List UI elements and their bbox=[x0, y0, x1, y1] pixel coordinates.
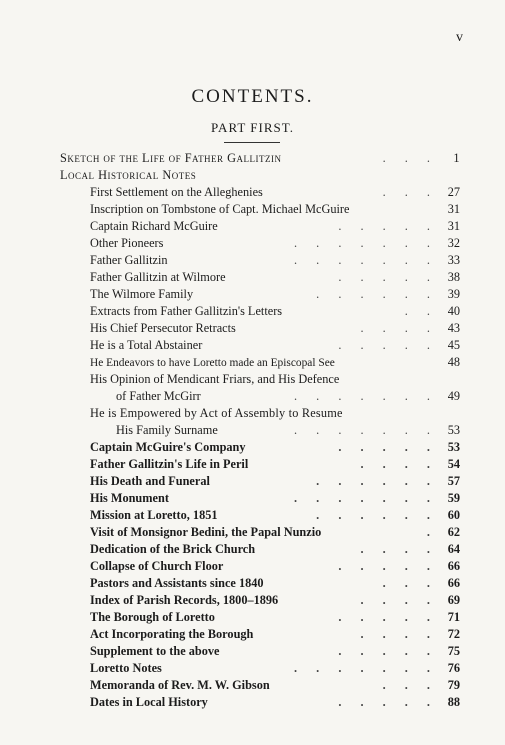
toc-entry-page: 75 bbox=[447, 644, 460, 658]
dot-leader: . bbox=[426, 525, 438, 539]
dot-leader: . . . . . . . bbox=[294, 423, 438, 437]
toc-entry-title: Pastors and Assistants since 1840 bbox=[90, 576, 264, 590]
toc-entry bbox=[60, 388, 460, 405]
toc-entry-page: 66 bbox=[447, 576, 460, 590]
toc-entry-page: 31 bbox=[447, 202, 460, 216]
toc-entry-title: Father Gallitzin bbox=[90, 253, 168, 267]
toc-entry bbox=[60, 473, 460, 490]
toc-entry bbox=[60, 439, 460, 456]
toc-entry-title: Father Gallitzin at Wilmore bbox=[90, 270, 226, 284]
toc-entry-title: Supplement to the above bbox=[90, 644, 220, 658]
toc-entry-page: 76 bbox=[447, 661, 460, 675]
toc-entry bbox=[60, 677, 460, 694]
toc-entry-page: 43 bbox=[447, 321, 460, 335]
toc-entry-page: 49 bbox=[447, 389, 460, 403]
toc-entry-page: 39 bbox=[447, 287, 460, 301]
toc-entry-title: He is a Total Abstainer bbox=[90, 338, 203, 352]
toc-entry bbox=[60, 626, 460, 643]
dot-leader: . . . bbox=[382, 151, 438, 165]
toc-entry-page: 72 bbox=[447, 627, 460, 641]
toc-entry bbox=[60, 235, 460, 252]
toc-entry bbox=[60, 320, 460, 337]
dot-leader: . . . . . bbox=[338, 219, 438, 233]
toc-entry bbox=[60, 201, 460, 218]
dot-leader: . . . . . . . bbox=[294, 389, 438, 403]
toc-entry-page: 60 bbox=[447, 508, 460, 522]
toc-entry bbox=[60, 422, 460, 439]
toc-entry bbox=[60, 558, 460, 575]
toc-entry-page: 48 bbox=[447, 355, 460, 369]
toc-entry-title: Visit of Monsignor Bedini, the Papal Nunzio bbox=[90, 525, 322, 539]
dot-leader: . . . . bbox=[360, 542, 438, 556]
toc-entry-page: 88 bbox=[447, 695, 460, 709]
toc-entry-title: Mission at Loretto, 1851 bbox=[90, 508, 218, 522]
toc-entry bbox=[60, 609, 460, 626]
toc-entry bbox=[60, 507, 460, 524]
dot-leader: . . . . . . . bbox=[294, 661, 438, 675]
dot-leader: . . . . . bbox=[338, 610, 438, 624]
toc-entry-title: The Wilmore Family bbox=[90, 287, 194, 301]
toc-entry-title: of Father McGirr bbox=[116, 389, 201, 403]
toc-entry-title: Local Historical Notes bbox=[60, 168, 197, 182]
dot-leader: . . . . . . . bbox=[294, 253, 438, 267]
dot-leader: . . . . . bbox=[338, 338, 438, 352]
toc-entry-page: 33 bbox=[447, 253, 460, 267]
dot-leader: . . bbox=[404, 304, 438, 318]
toc-entry bbox=[60, 371, 460, 388]
toc-entry-page: 38 bbox=[447, 270, 460, 284]
toc-entry bbox=[60, 184, 460, 201]
toc-entry-page: 1 bbox=[453, 151, 460, 165]
dot-leader: . . . bbox=[382, 576, 438, 590]
toc-entry bbox=[60, 660, 460, 677]
toc-entry bbox=[60, 405, 460, 422]
toc-entry bbox=[60, 643, 460, 660]
toc-entry-page: 27 bbox=[447, 185, 460, 199]
toc-entry-page: 53 bbox=[447, 440, 460, 454]
toc-entry-title: Collapse of Church Floor bbox=[90, 559, 224, 573]
toc-entry bbox=[60, 252, 460, 269]
toc-entry-page: 45 bbox=[447, 338, 460, 352]
toc-entry-page: 53 bbox=[447, 423, 460, 437]
dot-leader: . . . . . . bbox=[316, 508, 438, 522]
dot-leader: . . . . . bbox=[338, 270, 438, 284]
toc-entry-title: Dedication of the Brick Church bbox=[90, 542, 256, 556]
toc-entry-page: 62 bbox=[447, 525, 460, 539]
toc-entry bbox=[60, 575, 460, 592]
toc-entry-title: He is Empowered by Act of Assembly to Resume bbox=[90, 406, 343, 420]
toc-entry-title: His Monument bbox=[90, 491, 169, 505]
toc-entry-page: 32 bbox=[447, 236, 460, 250]
dot-leader: . . . . . bbox=[338, 695, 438, 709]
page-title: CONTENTS. bbox=[191, 86, 314, 107]
toc-entry bbox=[60, 303, 460, 320]
toc-entry bbox=[60, 541, 460, 558]
toc-entry-page: 64 bbox=[447, 542, 460, 556]
toc-entry-title: Other Pioneers bbox=[90, 236, 164, 250]
table-of-contents bbox=[60, 150, 460, 711]
toc-entry-title: First Settlement on the Alleghenies bbox=[90, 185, 263, 199]
toc-entry bbox=[60, 150, 460, 167]
dot-leader: . . . bbox=[382, 185, 438, 199]
toc-entry-page: 79 bbox=[447, 678, 460, 692]
toc-entry-title: The Borough of Loretto bbox=[90, 610, 215, 624]
divider bbox=[224, 142, 280, 143]
dot-leader: . . . . . bbox=[338, 644, 438, 658]
dot-leader: . . . . bbox=[360, 457, 438, 471]
toc-entry bbox=[60, 592, 460, 609]
toc-entry-title: He Endeavors to have Loretto made an Episcopal See bbox=[90, 357, 335, 369]
toc-entry-title: His Family Surname bbox=[116, 423, 218, 437]
toc-entry-title: Captain Richard McGuire bbox=[90, 219, 218, 233]
dot-leader: . . . bbox=[382, 678, 438, 692]
toc-entry-page: 40 bbox=[447, 304, 460, 318]
toc-entry bbox=[60, 354, 460, 371]
dot-leader: . . . . bbox=[360, 627, 438, 641]
dot-leader: . . . . . bbox=[338, 559, 438, 573]
toc-entry-title: Index of Parish Records, 1800–1896 bbox=[90, 593, 279, 607]
toc-entry-title: Sketch of the Life of Father Gallitzin bbox=[60, 151, 282, 165]
toc-entry-title: His Death and Funeral bbox=[90, 474, 210, 488]
toc-entry-title: Inscription on Tombstone of Capt. Michael McGuire bbox=[90, 202, 350, 216]
dot-leader: . . . . . . . bbox=[294, 491, 438, 505]
page-number: v bbox=[456, 30, 463, 45]
dot-leader: . . . . . . bbox=[316, 287, 438, 301]
toc-entry-title: Memoranda of Rev. M. W. Gibson bbox=[90, 678, 270, 692]
toc-entry-page: 31 bbox=[447, 219, 460, 233]
toc-entry-title: Extracts from Father Gallitzin's Letters bbox=[90, 304, 283, 318]
toc-entry bbox=[60, 456, 460, 473]
toc-entry bbox=[60, 694, 460, 711]
toc-entry bbox=[60, 337, 460, 354]
toc-entry bbox=[60, 218, 460, 235]
dot-leader: . . . . . bbox=[338, 440, 438, 454]
dot-leader: . . . . . . bbox=[316, 474, 438, 488]
toc-entry bbox=[60, 286, 460, 303]
toc-entry-title: Dates in Local History bbox=[90, 695, 208, 709]
toc-entry bbox=[60, 167, 460, 184]
toc-entry-page: 57 bbox=[447, 474, 460, 488]
toc-entry-title: Act Incorporating the Borough bbox=[90, 627, 254, 641]
toc-entry-page: 71 bbox=[447, 610, 460, 624]
toc-entry bbox=[60, 524, 460, 541]
dot-leader: . . . . . . . bbox=[294, 236, 438, 250]
toc-entry-page: 66 bbox=[447, 559, 460, 573]
toc-entry-title: Loretto Notes bbox=[90, 661, 162, 675]
toc-entry-page: 69 bbox=[447, 593, 460, 607]
toc-entry-title: His Opinion of Mendicant Friars, and His Defence bbox=[90, 372, 340, 386]
toc-entry-page: 54 bbox=[447, 457, 460, 471]
toc-entry-title: Captain McGuire's Company bbox=[90, 440, 246, 454]
part-heading: PART FIRST. bbox=[211, 120, 294, 135]
toc-entry-title: Father Gallitzin's Life in Peril bbox=[90, 457, 249, 471]
toc-entry-page: 59 bbox=[447, 491, 460, 505]
toc-entry-title: His Chief Persecutor Retracts bbox=[90, 321, 236, 335]
toc-entry bbox=[60, 490, 460, 507]
dot-leader: . . . . bbox=[360, 321, 438, 335]
toc-entry bbox=[60, 269, 460, 286]
dot-leader: . . . . bbox=[360, 593, 438, 607]
